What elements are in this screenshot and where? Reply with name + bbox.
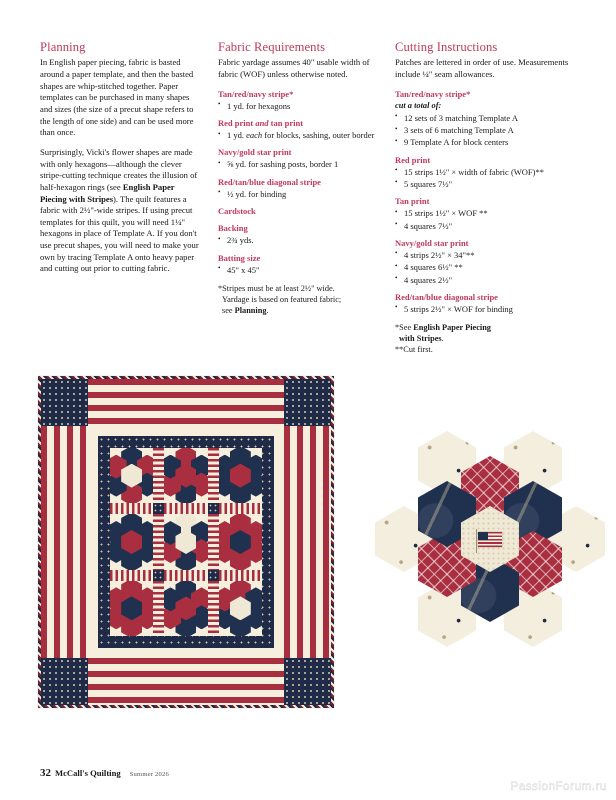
planning-paragraph-1: In English paper piecing, fabric is basted around a paper template, and then the basted shapes are whip-stitched together. Paper templates can be purchased in many shapes and sizes (the size of a precut shape refers to the length of one side) and can be used more than once. — [40, 57, 194, 138]
quilt-sashing — [110, 503, 153, 514]
quilt-sashing-post — [208, 570, 219, 581]
column-planning — [40, 40, 200, 275]
issue-date: Summer 2026 — [129, 771, 170, 778]
fabric-requirements-footnote — [218, 283, 378, 316]
american-flag-icon — [478, 532, 502, 547]
quilt-center-field — [110, 448, 262, 636]
cutting-group-list-3 — [395, 250, 573, 286]
page-number: 32 — [40, 767, 51, 779]
fabric-item — [218, 130, 378, 141]
fabric-group-1-italic: and — [255, 118, 269, 129]
fabric-group-list-5 — [218, 235, 378, 246]
fabric-footnote-3-bold: Planning — [234, 305, 267, 315]
quilt-block — [219, 448, 262, 503]
fabric-footnote-line-2: Yardage is based on featured fabric; — [222, 294, 342, 304]
cutting-instructions-intro: Patches are lettered in order of use. Measurements include ¼" seam allowances. — [395, 57, 569, 80]
fabric-item: • ⅝ yd. for sashing posts, border 1 — [218, 159, 378, 170]
quilt-outer-border — [41, 379, 331, 705]
quilt-sashing — [208, 514, 219, 569]
fabric-item: • 45" x 45" — [218, 265, 378, 276]
cutting-instructions-heading: Cutting Instructions — [395, 40, 498, 54]
hexagon-flower — [110, 514, 153, 569]
cutting-group-list-1 — [395, 167, 573, 191]
fabric-requirements-intro: Fabric yardage assumes 40" usable width of fabric (WOF) unless otherwise noted. — [218, 57, 370, 80]
planning-p2-bold: English Paper Piecing with Stripes — [40, 181, 175, 204]
fabric-group-name-4: Cardstock — [218, 206, 256, 217]
fabric-group-name-0: Tan/red/navy stripe* — [218, 88, 294, 99]
quilt-block-grid — [110, 448, 262, 636]
cutting-item: • 4 squares 2½" — [395, 275, 573, 286]
cutting-group-list-0 — [395, 113, 573, 149]
fabric-footnote-line-1: *Stripes must be at least 2½" wide. — [218, 283, 335, 293]
quilt-sashing — [219, 570, 262, 581]
quilt-sashing — [153, 581, 164, 636]
fabric-group-name-1 — [218, 118, 378, 129]
quilt-sashing — [208, 581, 219, 636]
quilt-block — [219, 581, 262, 636]
fabric-group-name-6: Batting size — [218, 252, 261, 263]
planning-p2-part-a: Surprisingly, Vicki's flower shapes are made with only hexagons—although the clever stripe-cutting technique creates the illusion of half-hexagon rings (see — [40, 146, 198, 192]
cutting-item: • 4 squares 6½" ** — [395, 262, 573, 273]
site-watermark: PassionForum.ru — [510, 781, 607, 793]
cutting-group-name-4: Red/tan/blue diagonal stripe — [395, 291, 498, 302]
quilt-corner-square — [284, 658, 331, 705]
cutting-footnote-2-post: . — [441, 334, 444, 344]
quilt-corner-square — [41, 658, 88, 705]
cutting-footnote-2-bold: with Stripes — [399, 334, 442, 344]
cutting-item: • 3 sets of 6 matching Template A — [395, 125, 573, 136]
quilt-stripe-band-right — [284, 379, 331, 705]
quilt-block — [164, 448, 207, 503]
hexagon-flower — [164, 514, 207, 569]
quilt-sashing-post — [153, 570, 164, 581]
fabric-group-list-0 — [218, 101, 378, 112]
quilt-sashing — [164, 503, 207, 514]
cutting-item: • 15 strips 1½" × width of fabric (WOF)** — [395, 167, 573, 178]
cutting-footnote-line-2 — [395, 333, 573, 344]
fabric-group-list-6 — [218, 265, 378, 276]
fabric-group-list-1 — [218, 130, 378, 141]
fabric-item-1-pre: 1 yd. — [227, 130, 247, 141]
quilt-sashing — [110, 570, 153, 581]
cutting-item: • 12 sets of 3 matching Template A — [395, 113, 573, 124]
cutting-group-name-0: Tan/red/navy stripe* — [395, 88, 471, 99]
cutting-item: • 5 squares 7½" — [395, 179, 573, 190]
cutting-item: • 4 squares 7½" — [395, 221, 573, 232]
hexagon-flower — [110, 448, 153, 503]
fabric-group-name-2: Navy/gold star print — [218, 147, 292, 158]
quilt-sashing — [153, 514, 164, 569]
quilt-block — [219, 514, 262, 569]
hexagon-flower — [164, 448, 207, 503]
publication-name: McCall's Quilting — [55, 768, 121, 778]
cutting-group-list-4 — [395, 304, 573, 315]
hexagon-flower — [219, 514, 262, 569]
cutting-footnote-line-1 — [395, 323, 491, 332]
quilt-block — [110, 448, 153, 503]
hexagon-flower — [110, 581, 153, 636]
cutting-group-list-2 — [395, 208, 573, 232]
quilt-block — [164, 581, 207, 636]
fabric-item: • 1 yd. for hexagons — [218, 101, 378, 112]
hexagon-flower — [164, 581, 207, 636]
hexagon-block-photo — [400, 448, 580, 630]
cutting-footnote-line-3: **Cut first. — [395, 345, 433, 355]
quilt-navy-border — [98, 436, 274, 648]
quilt-corner-square — [284, 379, 331, 426]
quilt-block — [110, 581, 153, 636]
quilt-block — [110, 514, 153, 569]
fabric-item: • ½ yd. for binding — [218, 189, 378, 200]
instruction-columns — [40, 40, 580, 370]
quilt-sashing — [219, 503, 262, 514]
hexagon-flower — [219, 581, 262, 636]
fabric-group-list-2 — [218, 159, 378, 170]
planning-paragraph-2 — [40, 147, 200, 275]
cutting-group-note-0: cut a total of: — [395, 100, 442, 110]
fabric-group-1-pre: Red print — [218, 118, 256, 129]
fabric-group-1-post: tan print — [268, 118, 304, 129]
column-fabric-requirements — [218, 40, 378, 316]
cutting-footnote-1-pre: *See — [395, 323, 414, 333]
cutting-item: • 4 strips 2½" × 34"** — [395, 250, 573, 261]
quilt-sashing-post — [153, 503, 164, 514]
quilt-photo — [38, 376, 334, 708]
fabric-footnote-3-pre: see — [222, 305, 235, 315]
quilt-stripe-band-left — [41, 379, 88, 705]
quilt-sashing-post — [208, 503, 219, 514]
page-footer — [40, 767, 169, 779]
fabric-group-name-5: Backing — [218, 223, 248, 234]
fabric-requirements-heading: Fabric Requirements — [218, 40, 326, 54]
cutting-item: • 5 strips 2½" × WOF for binding — [395, 304, 573, 315]
cutting-group-name-3: Navy/gold star print — [395, 237, 469, 248]
planning-p2-part-b: ). The quilt features a fabric with 2½"-wide stripes. If using precut templates for this quilt, you will need 1¼" hexagons in place of Template A. If you don't use precut shapes, you will need to make your own by tracing Template A onto heavy paper and cutting out prior to cutting fabric. — [40, 193, 199, 274]
quilt-corner-square — [41, 379, 88, 426]
quilt-sashing — [208, 448, 219, 503]
cutting-item: • 15 strips 1½" × WOF ** — [395, 208, 573, 219]
fabric-group-list-3 — [218, 189, 378, 200]
quilt-sashing — [164, 570, 207, 581]
fabric-item-1-italic: each — [246, 130, 263, 141]
cutting-group-name-1: Red print — [395, 154, 431, 165]
planning-heading: Planning — [40, 40, 86, 54]
cutting-item: • 9 Template A for block centers — [395, 137, 573, 148]
cutting-group-name-2: Tan print — [395, 196, 430, 207]
quilt-image — [38, 376, 334, 708]
fabric-footnote-3-post: . — [266, 305, 269, 315]
fabric-item: • 2¾ yds. — [218, 235, 378, 246]
fabric-item-1-post: for blocks, sashing, outer border — [262, 130, 375, 141]
fabric-footnote-line-3 — [218, 305, 378, 316]
quilt-block — [164, 514, 207, 569]
column-cutting-instructions — [395, 40, 573, 355]
hexagon-flower — [219, 448, 262, 503]
quilt-sashing — [153, 448, 164, 503]
cutting-instructions-footnote — [395, 322, 573, 355]
cutting-footnote-1-bold: English Paper Piecing — [413, 323, 491, 333]
fabric-group-name-3: Red/tan/blue diagonal stripe — [218, 176, 321, 187]
